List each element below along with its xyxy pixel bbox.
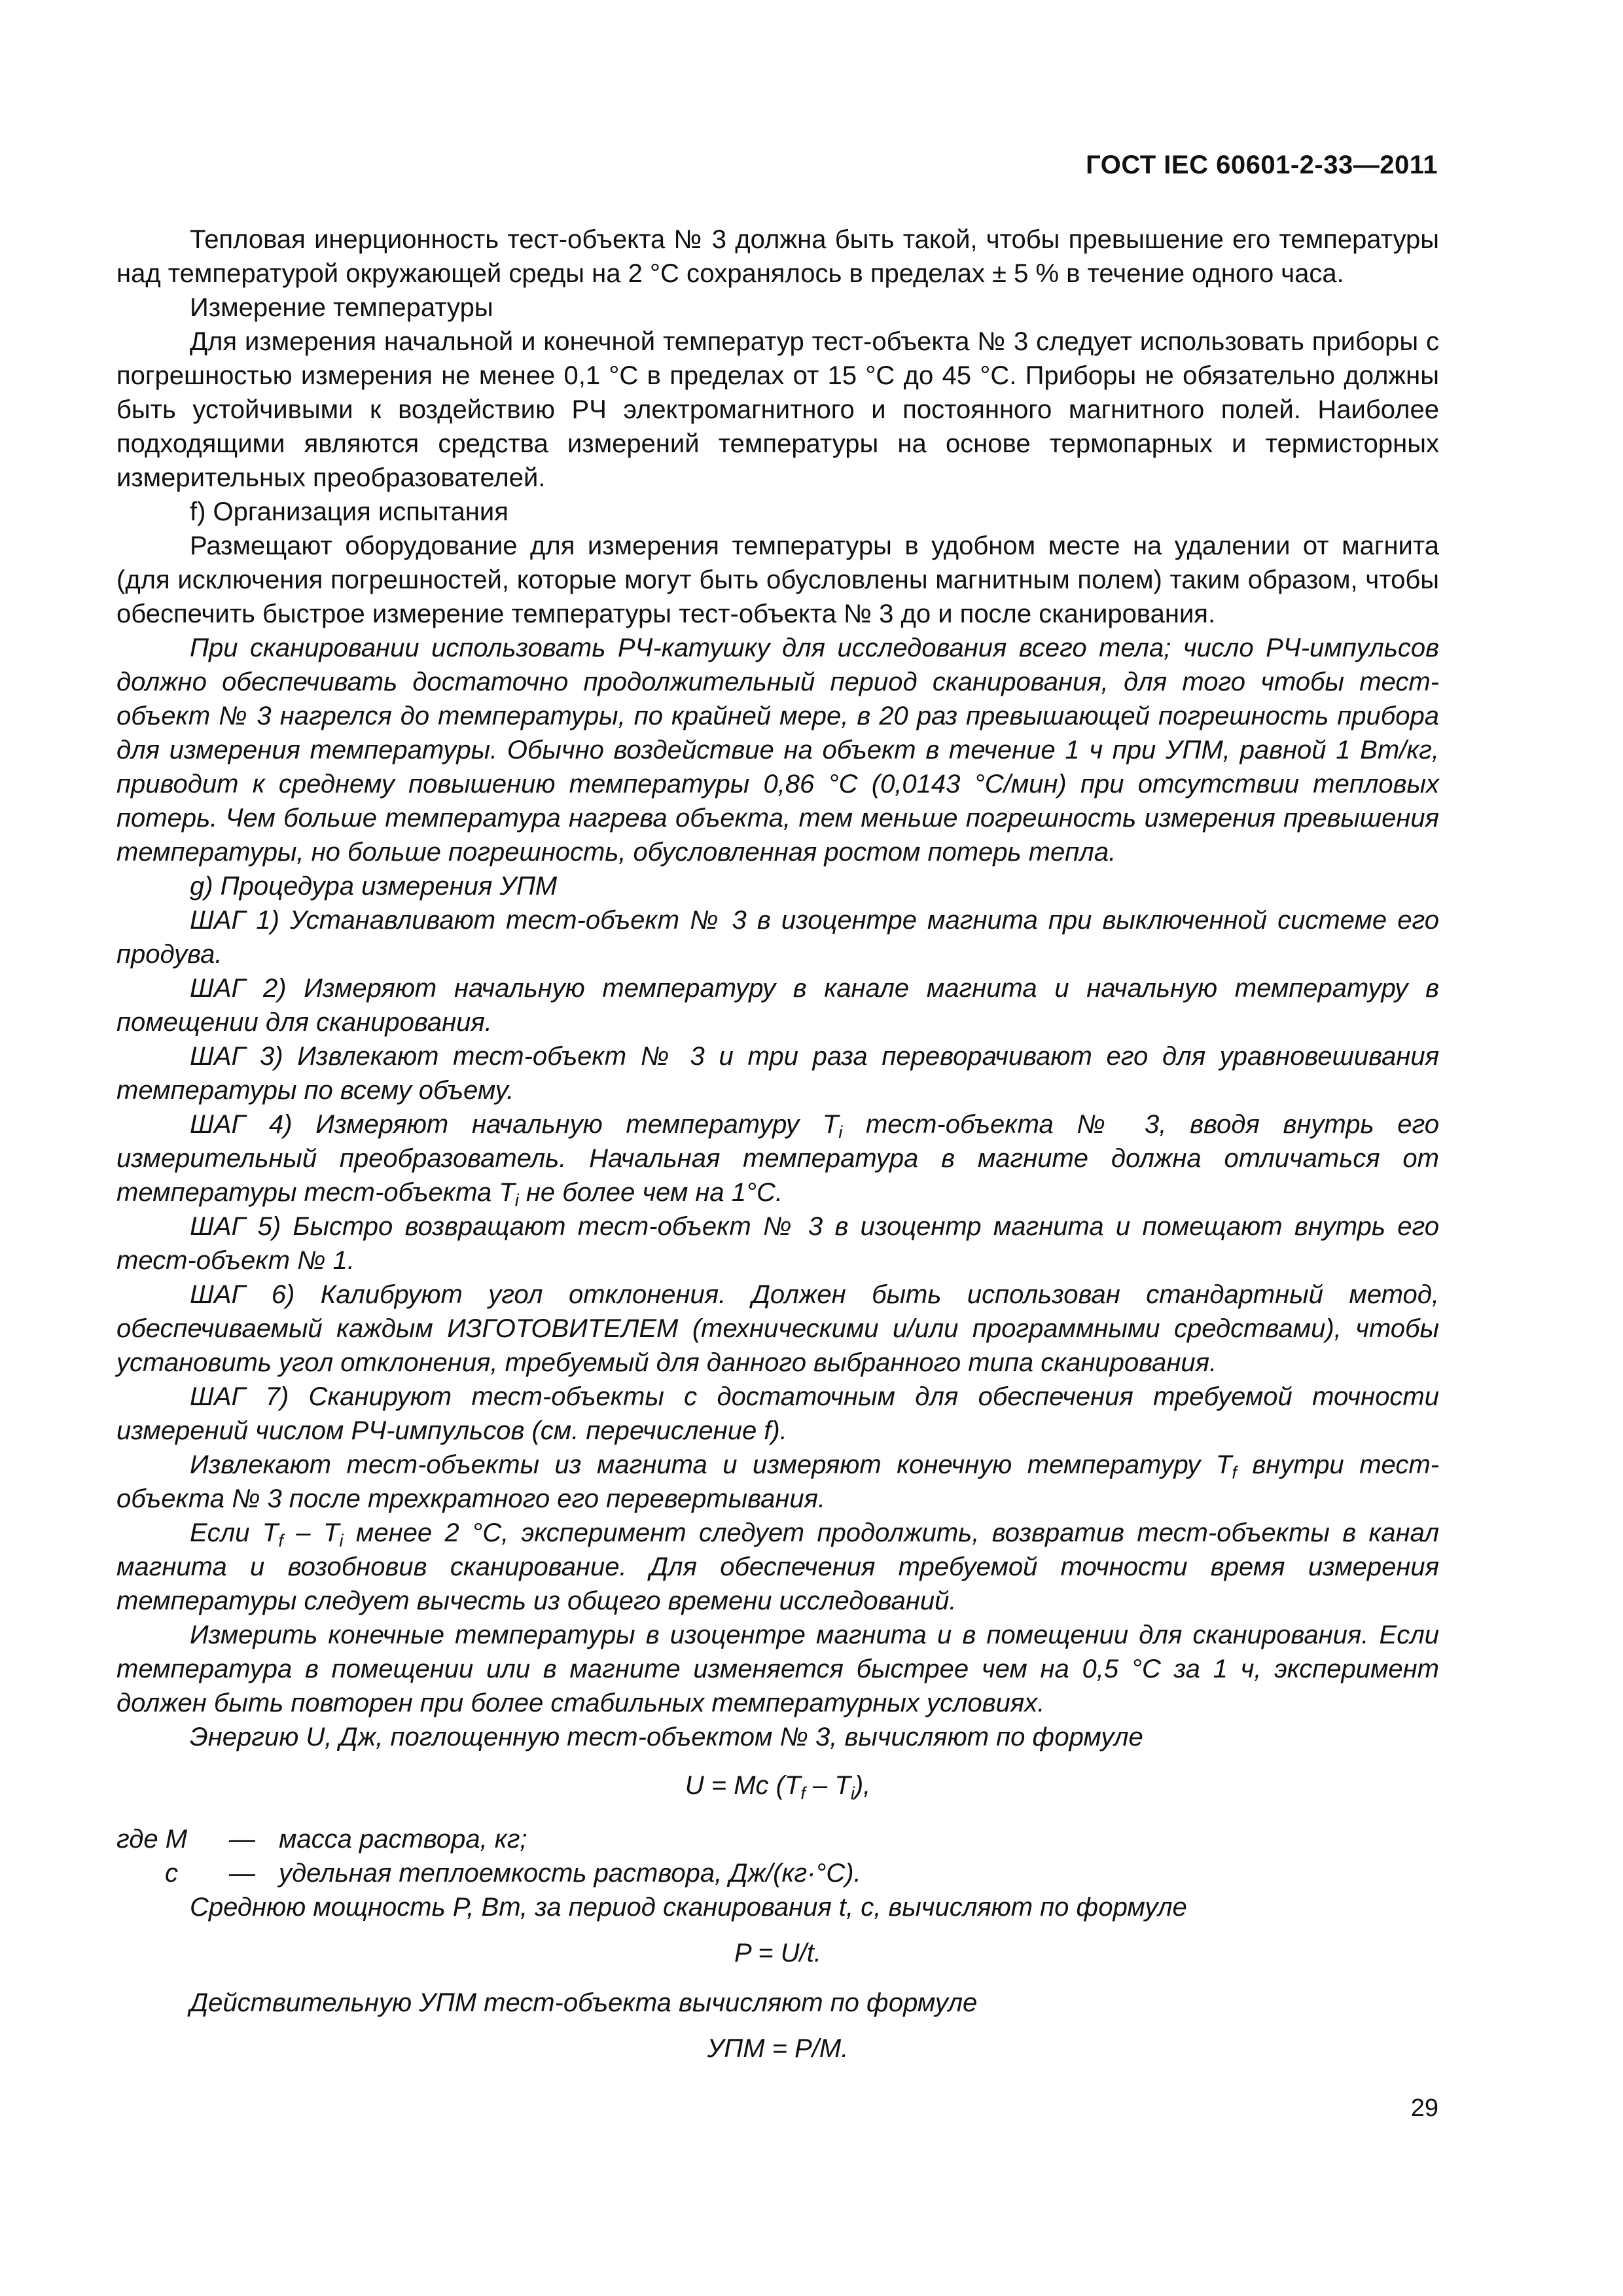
sar-formula: УПМ = P/M. [707, 2034, 849, 2063]
paragraph: Энергию U, Дж, поглощенную тест-объектом № 3, вычисляют по формуле [190, 1723, 1143, 1751]
text-run: Извлекают тест-объекты из магнита и измеряют конечную температуру T [190, 1450, 1232, 1479]
definition-text: удельная теплоемкость раствора, Дж/(кг·°С). [279, 1859, 861, 1888]
subheading: Измерение температуры [190, 293, 493, 322]
page-body [116, 223, 1439, 2081]
subscript: i [339, 1531, 344, 1551]
text-run: внутри тест-объекта № 3 после трехкратного его перевертывания. [116, 1450, 1439, 1513]
text-run: тест-объекта № 3, вводя внутрь его измерительный преобразователь. Начальная температура в магните должна отличаться от температуры тест-объекта T [116, 1110, 1439, 1207]
paragraph: Действительную УПМ тест-объекта вычисляют по формуле [190, 1988, 978, 2017]
step-7: ШАГ 7) Сканируют тест-объекты с достаточным для обеспечения требуемой точности измерений числом РЧ-импульсов (см. перечисление f). [116, 1382, 1439, 1445]
paragraph: Тепловая инерционность тест-объекта № 3 должна быть такой, чтобы превышение его температуры над температурой окружающей среды на 2 °С сохранялось в пределах ± 5 % в течение одного часа. [116, 225, 1439, 288]
paragraph: Среднюю мощность P, Вт, за период сканирования t, с, вычисляют по формуле [190, 1893, 1187, 1922]
paragraph: Измерить конечные температуры в изоцентре магнита и в помещении для сканирования. Если температура в помещении или в магните изменяется быстрее чем на 0,5 °С за 1 ч, эксперимент должен быть повторен при более стабильных температурных условиях. [116, 1621, 1439, 1717]
energy-formula [116, 1768, 1439, 1803]
step-5: ШАГ 5) Быстро возвращают тест-объект № 3 в изоцентр магнита и помещают внутрь его тест-объект № 1. [116, 1212, 1439, 1275]
text-run: – T [283, 1518, 340, 1547]
standard-header: ГОСТ IEC 60601-2-33—2011 [1086, 151, 1438, 179]
step-3: ШАГ 3) Извлекают тест-объект № 3 и три раза переворачивают его для уравновешивания температуры по всему объему. [116, 1042, 1439, 1105]
text-run: – T [805, 1771, 851, 1800]
paragraph [116, 1516, 1439, 1618]
subscript: f [1232, 1463, 1237, 1482]
definition-dash: — [229, 1859, 255, 1888]
text-run: Если T [190, 1518, 279, 1547]
definition-text: масса раствора, кг; [279, 1825, 527, 1854]
paragraph: Размещают оборудование для измерения температуры в удобном месте на удалении от магнита (для исключения погрешностей, которые могут быть обусловлены магнитным полем) таким образом, чтобы обеспечить быстрое измерение температуры тест-объекта № 3 до и после сканирования. [116, 531, 1439, 628]
step-2: ШАГ 2) Измеряют начальную температуру в канале магнита и начальную температуру в помещении для сканирования. [116, 974, 1439, 1037]
step-1: ШАГ 1) Устанавливают тест-объект № 3 в изоцентре магнита при выключенной системе его продува. [116, 906, 1439, 969]
step-6: ШАГ 6) Калибруют угол отклонения. Должен быть использован стандартный метод, обеспечиваемый каждым ИЗГОТОВИТЕЛЕМ (техническими и/или программными средствами), чтобы установить угол отклонения, требуемый для данного выбранного типа сканирования. [116, 1280, 1439, 1377]
power-formula: P = U/t. [734, 1939, 821, 1967]
paragraph: При сканировании использовать РЧ-катушку для исследования всего тела; число РЧ-импульсов должно обеспечивать достаточно продолжительный период сканирования, для того чтобы тест-объект № 3 нагрелся до температуры, по крайней мере, в 20 раз превышающей погрешность прибора для измерения температуры. Обычно воздействие на объект в течение 1 ч при УПМ, равной 1 Вт/кг, приводит к среднему повышению температуры 0,86 °С (0,0143 °С/мин) при отсутствии тепловых потерь. Чем больше температура нагрева объекта, тем меньше погрешность измерения превышения температуры, но больше погрешность, обусловленная ростом потерь тепла. [116, 634, 1439, 867]
text-run: менее 2 °С, эксперимент следует продолжить, возвратив тест-объекты в канал магнита и возобновив сканирование. Для обеспечения требуемой точности время измерения температуры следует вычесть из общего времени исследований. [116, 1518, 1440, 1615]
page-number: 29 [1410, 2094, 1438, 2122]
paragraph [116, 1448, 1439, 1516]
subscript: i [514, 1191, 519, 1210]
subscript: i [850, 1784, 855, 1803]
subscript: f [278, 1531, 283, 1551]
text-run: не более чем на 1°С. [518, 1178, 783, 1207]
subheading: g) Процедура измерения УПМ [190, 872, 558, 901]
text-run: ШАГ 4) Измеряют начальную температуру T [190, 1110, 839, 1139]
text-run: U = Mc (T [685, 1771, 801, 1800]
text-run: ), [854, 1771, 871, 1800]
definition-dash: — [229, 1825, 255, 1854]
formula-definitions [116, 1822, 1439, 1890]
subscript: f [800, 1784, 806, 1803]
subheading: f) Организация испытания [190, 497, 508, 526]
definition-symbol: где M [116, 1825, 188, 1854]
definition-row [116, 1822, 1439, 1856]
step-4 [116, 1107, 1439, 1210]
subscript: i [838, 1122, 843, 1142]
definition-symbol: c [165, 1859, 178, 1888]
paragraph: Для измерения начальной и конечной температур тест-объекта № 3 следует использовать приборы с погрешностью измерения не менее 0,1 °С в пределах от 15 °С до 45 °С. Приборы не обязательно должны быть устойчивыми к воздействию РЧ электромагнитного и постоянного магнитного полей. Наиболее подходящими являются средства измерений температуры на основе термопарных и термисторных измерительных преобразователей. [116, 327, 1439, 492]
definition-row [116, 1856, 1439, 1890]
